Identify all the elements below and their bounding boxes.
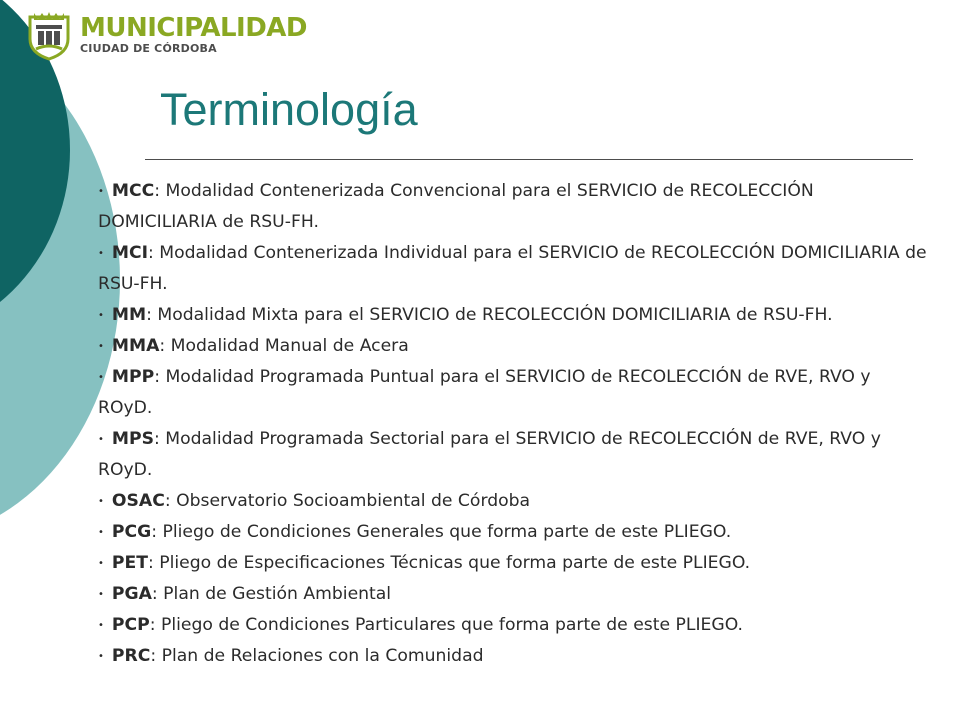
bullet-icon: • <box>98 496 104 507</box>
bullet-icon: • <box>98 620 104 631</box>
bullet-icon: • <box>98 248 104 259</box>
logo-subtitle: CIUDAD DE CÓRDOBA <box>80 42 217 55</box>
term-abbreviation: PET <box>111 553 148 573</box>
bullet-icon: • <box>98 527 104 538</box>
city-crest-icon <box>24 9 74 61</box>
term-definition: : Pliego de Condiciones Generales que forma parte de este PLIEGO. <box>151 522 732 542</box>
list-item <box>98 424 928 486</box>
term-definition: : Plan de Gestión Ambiental <box>151 584 392 604</box>
terminology-list <box>98 176 928 672</box>
list-item <box>98 517 928 548</box>
municipality-logo <box>24 6 307 64</box>
bullet-icon: • <box>98 558 104 569</box>
term-definition: : Modalidad Contenerizada Convencional para el SERVICIO de RECOLECCIÓN DOMICILIARIA de RSU-FH. <box>98 181 814 232</box>
term-abbreviation: MCC <box>111 181 155 201</box>
term-definition: : Modalidad Mixta para el SERVICIO de RECOLECCIÓN DOMICILIARIA de RSU-FH. <box>146 305 833 325</box>
list-item <box>98 238 928 300</box>
term-abbreviation: PCP <box>111 615 150 635</box>
list-item <box>98 610 928 641</box>
term-abbreviation: MPS <box>111 429 154 449</box>
bullet-icon: • <box>98 651 104 662</box>
bullet-icon: • <box>98 341 104 352</box>
list-item <box>98 641 928 672</box>
list-item <box>98 362 928 424</box>
term-abbreviation: MCI <box>111 243 149 263</box>
list-item <box>98 548 928 579</box>
logo-name: MUNICIPALIDAD <box>80 13 307 43</box>
bullet-icon: • <box>98 589 104 600</box>
term-definition: : Modalidad Contenerizada Individual para el SERVICIO de RECOLECCIÓN DOMICILIARIA de RSU-FH. <box>98 243 927 294</box>
term-abbreviation: PGA <box>111 584 152 604</box>
bullet-icon: • <box>98 372 104 383</box>
list-item <box>98 331 928 362</box>
list-item <box>98 486 928 517</box>
list-item <box>98 300 928 331</box>
term-definition: : Modalidad Programada Sectorial para el SERVICIO de RECOLECCIÓN de RVE, RVO y ROyD. <box>98 429 881 480</box>
term-definition: : Observatorio Socioambiental de Córdoba <box>164 491 531 511</box>
term-definition: : Plan de Relaciones con la Comunidad <box>150 646 484 666</box>
bullet-icon: • <box>98 434 104 445</box>
list-item <box>98 176 928 238</box>
term-abbreviation: PCG <box>111 522 152 542</box>
term-abbreviation: MPP <box>111 367 155 387</box>
term-definition: : Pliego de Condiciones Particulares que forma parte de este PLIEGO. <box>149 615 743 635</box>
term-definition: : Modalidad Programada Puntual para el SERVICIO de RECOLECCIÓN de RVE, RVO y ROyD. <box>98 367 871 418</box>
term-abbreviation: PRC <box>111 646 151 666</box>
term-definition: : Modalidad Manual de Acera <box>159 336 409 356</box>
term-abbreviation: MMA <box>111 336 160 356</box>
bullet-icon: • <box>98 310 104 321</box>
term-abbreviation: MM <box>111 305 147 325</box>
term-abbreviation: OSAC <box>111 491 165 511</box>
slide-title: Terminología <box>160 84 418 135</box>
list-item <box>98 579 928 610</box>
term-definition: : Pliego de Especificaciones Técnicas que forma parte de este PLIEGO. <box>147 553 751 573</box>
title-divider <box>145 159 913 160</box>
bullet-icon: • <box>98 186 104 197</box>
